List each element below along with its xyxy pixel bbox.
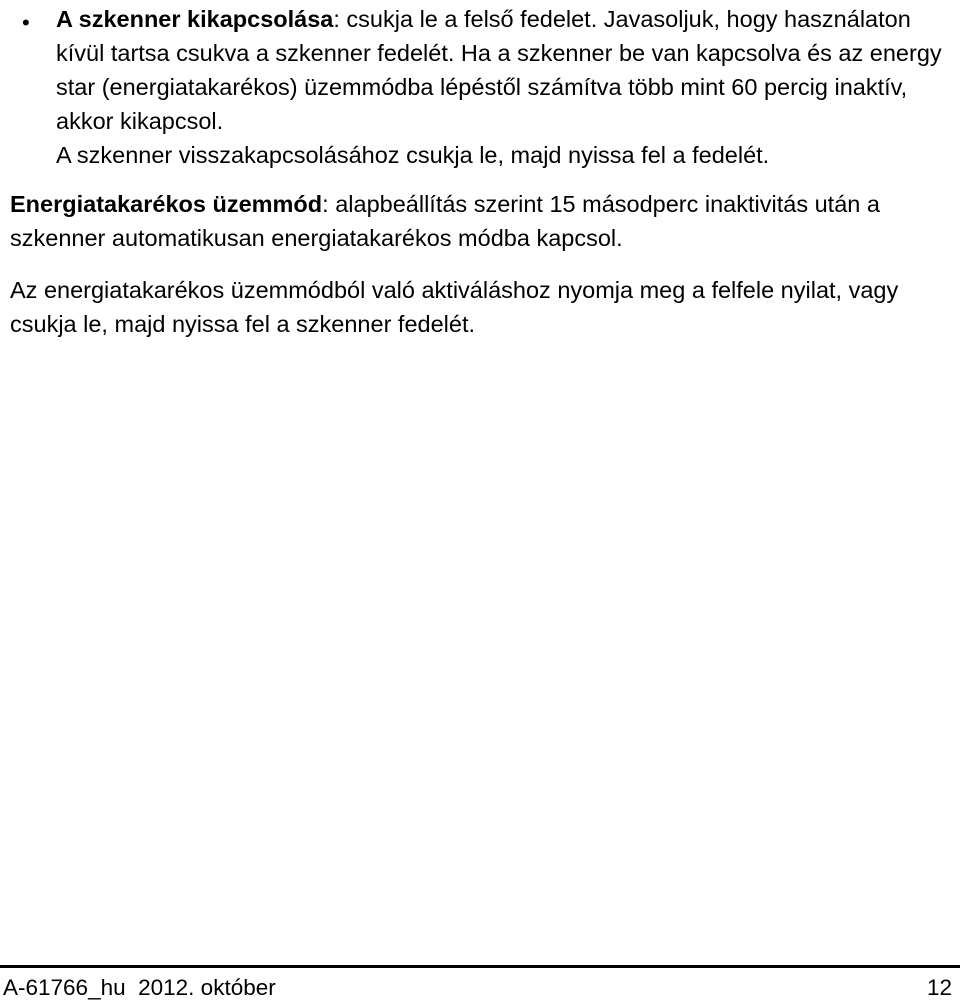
paragraph-wake-up: Az energiatakarékos üzemmódból való aktiváláshoz nyomja meg a felfele nyilat, vagy csukja le, majd nyissa fel a szkenner fedelét. — [10, 277, 899, 337]
paragraph-description: : alapbeállítás szerint 15 másodperc inaktivitás után a szkenner automatikusan energiatakarékos módba kapcsol. — [10, 191, 880, 251]
bullet-icon: • — [22, 10, 30, 35]
bullet-description: : csukja le a felső fedelet. Javasoljuk, hogy használaton kívül tartsa csukva a szkenner fedelét. Ha a szkenner be van kapcsolva és az energy star (energiatakarékos) üzemmódba lépéstől számítva több mint 60 percig inaktív, akkor kikapcsol. — [56, 6, 942, 134]
footer-page-number: 12 — [926, 975, 952, 1000]
bullet-term: A szkenner kikapcsolása — [56, 6, 334, 32]
paragraph-energy-saving-mode — [10, 187, 950, 255]
page-footer — [0, 965, 960, 1008]
footer-date: 2012. október — [138, 975, 276, 1000]
bullet-paragraph — [56, 2, 946, 138]
bullet-text — [56, 2, 946, 172]
bullet-paragraph-2: A szkenner visszakapcsolásához csukja le, majd nyissa fel a fedelét. — [56, 142, 770, 168]
footer-doc-id: A-61766_hu — [3, 975, 126, 1000]
footer-doc-info — [3, 974, 276, 1002]
paragraph-term: Energiatakarékos üzemmód — [10, 191, 323, 217]
